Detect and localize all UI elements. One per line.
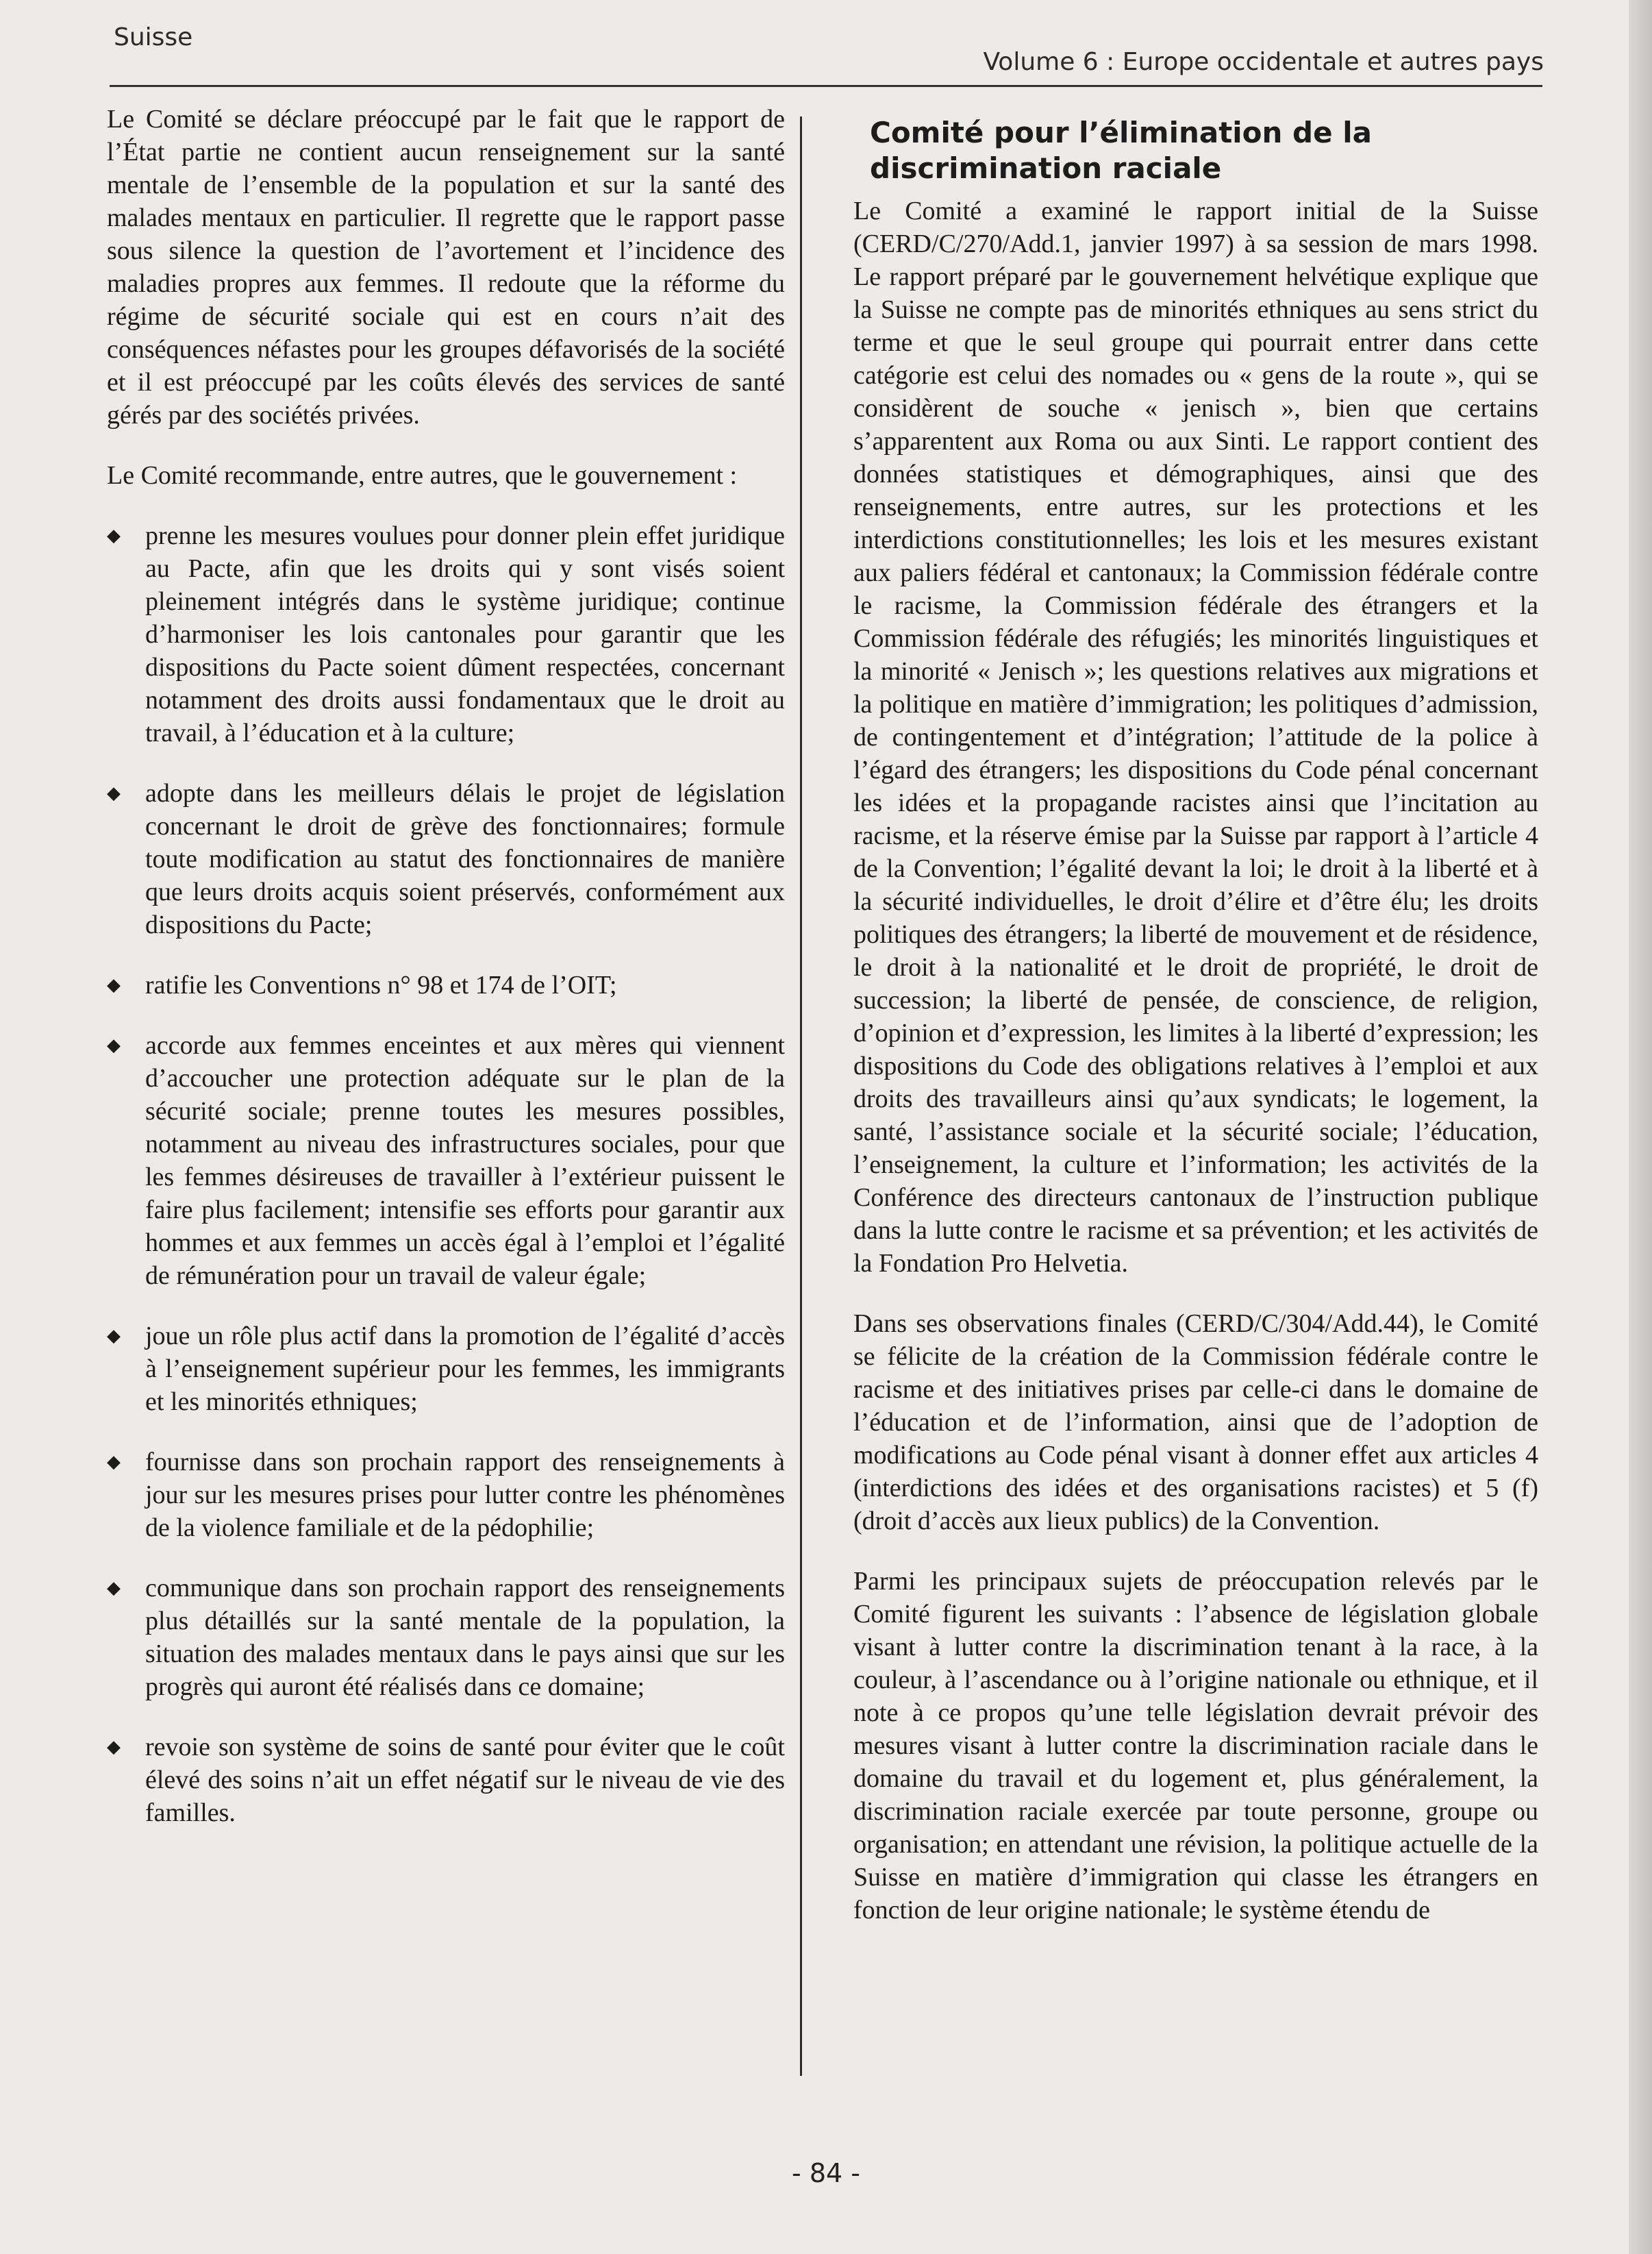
list-item [107,1320,785,1418]
recommendation-text: communique dans son prochain rapport des renseignements plus détaillés sur la santé mentale de la population, la situation des malades mentaux dans le pays ainsi que sur les progrès qui auront été réalisés dans ce domaine; [145,1574,785,1701]
list-item [107,1731,785,1829]
diamond-bullet-icon: ◆ [107,1035,121,1056]
diamond-bullet-icon: ◆ [107,1737,121,1757]
diamond-bullet-icon: ◆ [107,1326,121,1346]
paragraph-concerns-cerd: Parmi les principaux sujets de préoccupation relevés par le Comité figurent les suivants : l’absence de législation globale visant à lutter contre la discrimination tenant à la race, à la couleur, à l’ascendance ou à l’origine nationale ou ethnique, et il note à ce propos qu’une telle législation devrait prévoir des mesures visant à lutter contre la discrimination raciale dans le domaine du travail et du logement et, plus généralement, la discrimination raciale exercée par toute personne, groupe ou organisation; en attendant une révision, la politique actuelle de la Suisse en matière d’immigration qui classe les étrangers en fonction de leur origine nationale; le système étendu de [853,1567,1538,1924]
recommendations-list [107,519,785,1829]
list-item [107,1572,785,1703]
paragraph-observations: Dans ses observations finales (CERD/C/304/Add.44), le Comité se félicite de la création de la Commission fédérale contre le racisme et des initiatives prises par celle-ci dans le domaine de l’éducation et de l’information, ainsi que de l’adoption de modifications au Code pénal visant à donner effet aux articles 4 (interdictions des idées et des organisations racistes) et 5 (f) (droit d’accès aux lieux publics) de la Convention. [853,1309,1538,1535]
diamond-bullet-icon: ◆ [107,1578,121,1598]
running-header-country: Suisse [114,23,193,51]
diamond-bullet-icon: ◆ [107,525,121,546]
paragraph-report-summary: Le Comité a examiné le rapport initial de la Suisse (CERD/C/270/Add.1, janvier 1997) à sa session de mars 1998. Le rapport préparé par le gouvernement helvétique explique que la Suisse ne compte pas de minorités ethniques au sens strict du terme et que le seul groupe qui pourrait entrer dans cette catégorie est celui des nomades ou « gens de la route », qui se considèrent de souche « jenisch », bien que certains s’apparentent aux Roma ou aux Sinti. Le rapport contient des données statistiques et démographiques, ainsi que des renseignements, entre autres, sur les protections et les interdictions constitutionnelles; les lois et les mesures existant aux paliers fédéral et cantonaux; la Commission fédérale contre le racisme, la Commission fédérale des étrangers et la Commission fédérale des réfugiés; les minorités linguistiques et la minorité « Jenisch »; les questions relatives aux migrations et la politique en matière d’immigration; les politiques d’admission, de contingentement et d’intégration; l’attitude de la police à l’égard des étrangers; les dispositions du Code pénal concernant les idées et la propagande racistes ainsi que l’incitation au racisme, et la réserve émise par la Suisse par rapport à l’article 4 de la Convention; l’égalité devant la loi; le droit à la liberté et à la sécurité individuelles, le droit d’élire et d’être élu; les droits politiques des étrangers; la liberté de mouvement et de résidence, le droit à la nationalité et le droit de propriété, le droit de succession; la liberté de pensée, de conscience, de religion, d’opinion et d’expression, les limites à la liberté d’expression; les dispositions du Code des obligations relatives à l’emploi et aux droits des travailleurs ainsi qu’aux syndicats; le logement, la santé, l’assistance sociale et la sécurité sociale; l’éducation, l’enseignement, la culture et l’information; les activités de la Conférence des directeurs cantonaux de l’instruction publique dans la lutte contre le racisme et sa prévention; et les activités de la Fondation Pro Helvetia. [853,197,1538,1278]
diamond-bullet-icon: ◆ [107,975,121,995]
page-edge-shadow [1629,0,1652,2254]
column-divider [800,116,802,2076]
diamond-bullet-icon: ◆ [107,1452,121,1472]
running-header-volume: Volume 6 : Europe occidentale et autres pays [983,48,1544,76]
recommendation-text: joue un rôle plus actif dans la promotion de l’égalité d’accès à l’enseignement supérieur pour les femmes, les immigrants et les minorités ethniques; [145,1322,785,1416]
list-item [107,1029,785,1292]
list-item [107,777,785,941]
recommendation-text: ratifie les Conventions n° 98 et 174 de l’OIT; [145,971,617,1000]
list-item [107,1446,785,1544]
page-number: - 84 - [792,2158,860,2188]
list-item [107,969,785,1002]
right-column [853,103,1538,1954]
left-column [107,103,785,1857]
recommendation-text: prenne les mesures voulues pour donner plein effet juridique au Pacte, afin que les droits qui y sont visés soient pleinement intégrés dans le système juridique; continue d’harmoniser les lois cantonales pour garantir que les dispositions du Pacte soient dûment respectées, concernant notamment des droits aussi fondamentaux que le droit au travail, à l’éducation et à la culture; [145,521,785,747]
recommendation-text: adopte dans les meilleurs délais le projet de législation concernant le droit de grève des fonctionnaires; formule toute modification au statut des fonctionnaires de manière que leurs droits acquis soient préservés, conformément aux dispositions du Pacte; [145,779,785,939]
paragraph-concerns: Le Comité se déclare préoccupé par le fait que le rapport de l’État partie ne contient aucun renseignement sur la santé mentale de l’ensemble de la population et sur la santé des malades mentaux en particulier. Il regrette que le rapport passe sous silence la question de l’avortement et l’incidence des maladies propres aux femmes. Il redoute que la réforme du régime de sécurité sociale qui est en cours n’ait des conséquences néfastes pour les groupes défavorisés de la société et il est préoccupé par les coûts élevés des services de santé gérés par des sociétés privées. [107,105,785,430]
list-item [107,519,785,750]
paragraph-recommends-intro: Le Comité recommande, entre autres, que le gouvernement : [107,461,738,490]
section-heading: Comité pour l’élimination de la discrimination raciale [870,116,1372,185]
header-rule [110,85,1542,87]
recommendation-text: fournisse dans son prochain rapport des renseignements à jour sur les mesures prises pour lutter contre les phénomènes de la violence familiale et de la pédophilie; [145,1448,785,1542]
diamond-bullet-icon: ◆ [107,783,121,804]
recommendation-text: accorde aux femmes enceintes et aux mères qui viennent d’accoucher une protection adéquate sur le plan de la sécurité sociale; prenne toutes les mesures possibles, notamment au niveau des infrastructures sociales, pour que les femmes désireuses de travailler à l’extérieur puissent le faire plus facilement; intensifie ses efforts pour garantir aux hommes et aux femmes un accès égal à l’emploi et l’égalité de rémunération pour un travail de valeur égale; [145,1031,785,1290]
recommendation-text: revoie son système de soins de santé pour éviter que le coût élevé des soins n’ait un effet négatif sur le niveau de vie des familles. [145,1733,785,1827]
